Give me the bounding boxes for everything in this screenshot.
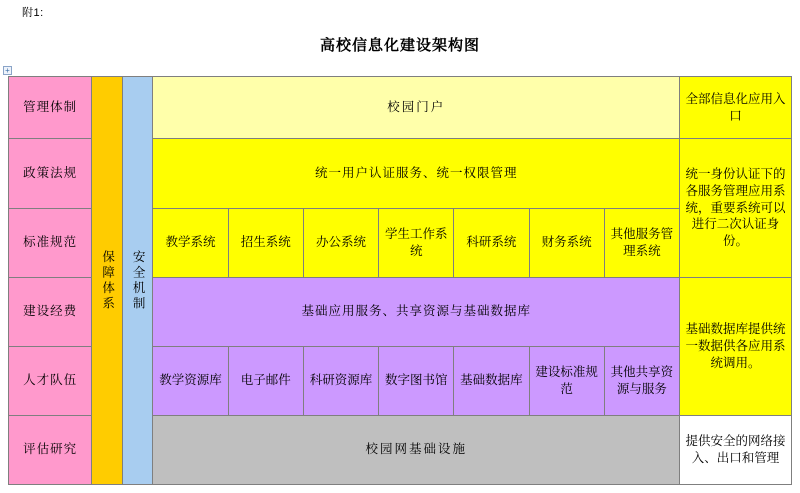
row-base-service: 基础应用服务、共享资源与基础数据库	[153, 277, 680, 346]
vertical-bar-security: 安全机制	[122, 77, 153, 485]
resource-standard: 建设标准规范	[529, 346, 604, 415]
architecture-diagram	[8, 76, 792, 485]
resource-teaching: 教学资源库	[153, 346, 228, 415]
left-item-policy: 政策法规	[9, 139, 92, 208]
resource-email: 电子邮件	[228, 346, 303, 415]
system-admission: 招生系统	[228, 208, 303, 277]
resource-research: 科研资源库	[303, 346, 378, 415]
plus-icon[interactable]: +	[3, 66, 12, 75]
row-portal: 校园门户	[153, 77, 680, 139]
left-item-funding: 建设经费	[9, 277, 92, 346]
page-title: 高校信息化建设架构图	[319, 37, 480, 54]
system-office: 办公系统	[303, 208, 378, 277]
row-auth: 统一用户认证服务、统一权限管理	[153, 139, 680, 208]
note-auth: 统一身份认证下的各服务管理应用系统，重要系统可以进行二次认证身份。	[680, 139, 792, 277]
resource-basedata: 基础数据库	[454, 346, 529, 415]
system-teaching: 教学系统	[153, 208, 228, 277]
table-row	[9, 77, 792, 139]
note-data: 基础数据库提供统一数据供各应用系统调用。	[680, 277, 792, 415]
system-finance: 财务系统	[529, 208, 604, 277]
row-infrastructure: 校园网基础设施	[153, 415, 680, 484]
system-research: 科研系统	[454, 208, 529, 277]
attachment-label: 附1:	[22, 7, 44, 19]
system-other-service: 其他服务管理系统	[604, 208, 679, 277]
resource-other: 其他共享资源与服务	[604, 346, 679, 415]
note-infra: 提供安全的网络接入、出口和管理	[680, 415, 792, 484]
left-item-evaluation: 评估研究	[9, 415, 92, 484]
system-student-work: 学生工作系统	[379, 208, 454, 277]
left-item-talent: 人才队伍	[9, 346, 92, 415]
left-item-management: 管理体制	[9, 77, 92, 139]
note-portal: 全部信息化应用入口	[680, 77, 792, 139]
resource-library: 数字图书馆	[379, 346, 454, 415]
left-item-standard: 标准规范	[9, 208, 92, 277]
vertical-bar-guarantee: 保障体系	[92, 77, 123, 485]
